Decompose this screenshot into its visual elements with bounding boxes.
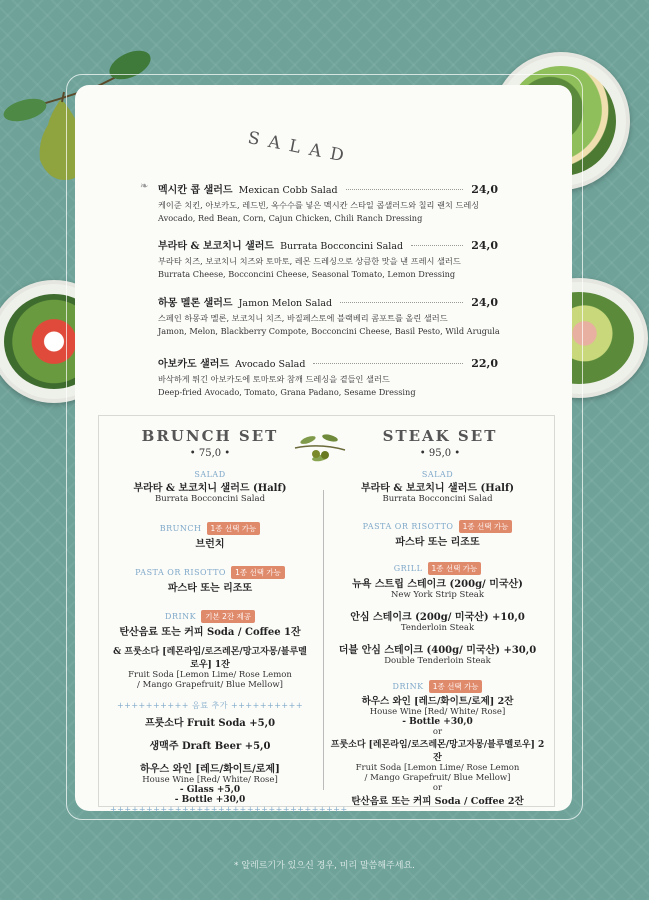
salad-item xyxy=(158,294,498,336)
item-desc-ko: 바삭하게 튀긴 아보카도에 토마토와 참깨 드레싱을 곁들인 샐러드 xyxy=(158,374,390,384)
choice-badge: 기본 2잔 제공 xyxy=(201,610,255,623)
item-price: 22,0 xyxy=(471,357,498,370)
menu-line: / Mango Grapefruit/ Blue Mellow] xyxy=(137,680,283,690)
steak-set-price: • 95,0 • xyxy=(419,448,461,459)
item-price: 24,0 xyxy=(471,239,498,252)
menu-line: Fruit Soda [Lemon Lime/ Rose Lemon xyxy=(355,763,520,773)
item-desc-en: Burrata Cheese, Bocconcini Cheese, Seasonal Tomato, Lemon Dressing xyxy=(158,269,456,279)
menu-line: House Wine [Red/ White/ Rose] xyxy=(142,775,278,785)
item-price: 24,0 xyxy=(471,296,498,309)
menu-line: 생맥주 Draft Beer +5,0 xyxy=(149,741,271,752)
menu-line: 부라타 & 보코치니 샐러드 (Half) xyxy=(360,483,515,494)
menu-line: 부라타 & 보코치니 샐러드 (Half) xyxy=(133,483,287,494)
item-name-en: Mexican Cobb Salad xyxy=(238,185,338,196)
salad-item xyxy=(158,355,498,397)
menu-line: 뉴욕 스트립 스테이크 (200g/ 미국산) xyxy=(352,579,523,590)
category-label: SALAD xyxy=(421,470,454,479)
menu-line: 브런치 xyxy=(195,539,225,550)
category-label: PASTA OR RISOTTO xyxy=(362,522,454,531)
steak-set-title: STEAK SET xyxy=(382,427,498,445)
menu-line: - Glass +5,0 xyxy=(179,785,241,795)
menu-line: Burrata Bocconcini Salad xyxy=(382,494,493,504)
column-divider xyxy=(323,490,324,790)
menu-line: & 프룻소다 [레몬라임/로즈레몬/망고자몽/블루멜로우] 1잔 xyxy=(113,647,307,670)
brunch-set-title: BRUNCH SET xyxy=(141,427,279,445)
menu-line: 안심 스테이크 (200g/ 미국산) +10,0 xyxy=(350,612,525,623)
item-name-ko: 하몽 멜론 샐러드 xyxy=(158,298,233,309)
category-label: DRINK xyxy=(165,612,197,621)
item-name-en: Jamon Melon Salad xyxy=(238,298,333,309)
menu-line: 탄산음료 또는 커피 Soda / Coffee 1잔 xyxy=(119,627,301,638)
category-label: GRILL xyxy=(393,564,423,573)
category-label: SALAD xyxy=(194,470,226,479)
salad-item xyxy=(158,181,498,223)
menu-line: / Mango Grapefruit/ Blue Mellow] xyxy=(364,773,511,783)
menu-line: 프룻소다 Fruit Soda +5,0 xyxy=(144,718,276,729)
salad-section-title: SALAD xyxy=(246,128,355,168)
item-desc-en: Jamon, Melon, Blackberry Compote, Bocconcini Cheese, Basil Pesto, Wild Arugula xyxy=(158,326,500,336)
choice-badge: 1종 선택 가능 xyxy=(428,562,482,575)
menu-line: Double Tenderloin Steak xyxy=(384,656,491,666)
menu-line: Fruit Soda [Lemon Lime/ Rose Lemon xyxy=(128,670,292,680)
menu-line: or xyxy=(432,727,443,737)
menu-line: Burrata Bocconcini Salad xyxy=(154,494,266,504)
menu-line: 하우스 와인 [레드/화이트/로제] 2잔 xyxy=(361,696,514,707)
item-price: 24,0 xyxy=(471,183,498,196)
extra-drinks-header: ++++++++++ 음료 추가 ++++++++++ xyxy=(116,701,304,710)
steak-column xyxy=(330,470,545,807)
choice-badge: 1종 선택 가능 xyxy=(459,520,513,533)
item-desc-ko: 케이준 치킨, 아보카도, 레드빈, 옥수수를 넣은 멕시칸 스타일 콥샐러드와 칠리 랜치 드레싱 xyxy=(158,200,480,210)
category-label: PASTA OR RISOTTO xyxy=(135,568,226,577)
menu-line: House Wine [Red/ White/ Rose] xyxy=(369,707,506,717)
menu-line: 파스타 또는 리조또 xyxy=(395,537,480,548)
item-desc-en: Avocado, Red Bean, Corn, Cajun Chicken, Chili Ranch Dressing xyxy=(158,213,423,223)
choice-badge: 1종 선택 가능 xyxy=(429,680,483,693)
item-desc-ko: 스페인 하몽과 멜론, 보코치니 치즈, 바질페스토에 블랙베리 콤포트를 올린 샐러드 xyxy=(158,313,448,323)
menu-line: or xyxy=(432,783,443,793)
menu-line: New York Strip Steak xyxy=(390,590,484,600)
menu-line: 프룻소다 [레몬라임/로즈레몬/망고자몽/블루멜로우] 2잔 xyxy=(330,740,545,763)
menu-line: Tenderloin Steak xyxy=(400,623,475,633)
divider-plus: +++++++++++++++++++++++++++++++++ xyxy=(110,805,348,814)
category-label: DRINK xyxy=(392,682,424,691)
brunch-set-price: • 75,0 • xyxy=(189,448,231,459)
item-name-en: Avocado Salad xyxy=(235,359,306,370)
item-desc-en: Deep-fried Avocado, Tomato, Grana Padano, Sesame Dressing xyxy=(158,387,416,397)
item-name-en: Burrata Bocconcini Salad xyxy=(280,241,404,252)
choice-badge: 1종 선택 가능 xyxy=(231,566,285,579)
salad-item xyxy=(158,237,498,279)
menu-line: 파스타 또는 리조또 xyxy=(167,583,253,594)
menu-line: 탄산음료 또는 커피 Soda / Coffee 2잔 xyxy=(351,796,524,807)
item-name-ko: 부라타 & 보코치니 샐러드 xyxy=(158,241,275,252)
item-name-ko: 아보카도 샐러드 xyxy=(158,359,230,370)
item-desc-ko: 부라타 치즈, 보코치니 치즈와 토마토, 레몬 드레싱으로 상큼한 맛을 낸 프레시 샐러드 xyxy=(158,256,461,266)
menu-line: 더블 안심 스테이크 (400g/ 미국산) +30,0 xyxy=(338,645,537,656)
menu-line: 하우스 와인 [레드/화이트/로제] xyxy=(140,764,280,775)
menu-line: - Bottle +30,0 xyxy=(174,795,246,805)
item-name-ko: 멕시칸 콥 샐러드 xyxy=(158,185,233,196)
leaf-icon: ❧ xyxy=(140,181,149,192)
allergy-note: * 알레르기가 있으신 경우, 미리 말씀해주세요. xyxy=(233,861,416,871)
choice-badge: 1종 선택 가능 xyxy=(207,522,261,535)
menu-line: - Bottle +30,0 xyxy=(402,717,473,727)
olive-branch-icon xyxy=(290,428,350,468)
category-label: BRUNCH xyxy=(159,524,202,533)
brunch-column xyxy=(110,470,348,814)
